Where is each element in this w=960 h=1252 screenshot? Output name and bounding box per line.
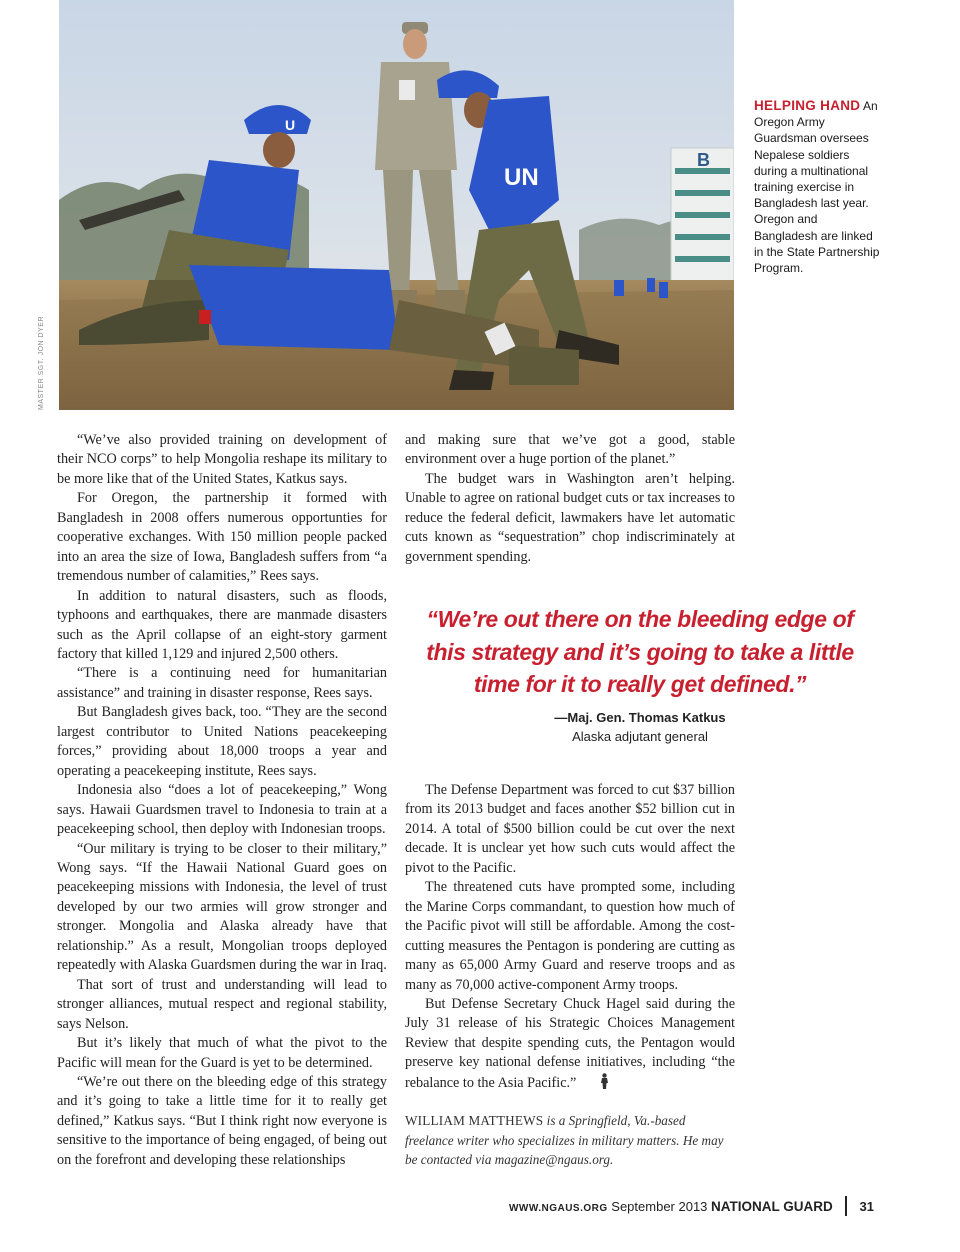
paragraph: But Bangladesh gives back, too. “They are the second largest contributor to United Nations peacekeeping forces,” providing about 18,000 troops a year and operating a peacekeeping institute, Rees says. (57, 704, 387, 779)
paragraph: The budget wars in Washington aren’t helping. Unable to agree on rational budget cuts or tax increases to reduce the federal deficit, lawmakers have let automatic cuts known as “sequestration” chop indiscriminately at government spending. (405, 470, 735, 565)
quote-author-title: Alaska adjutant general (572, 729, 708, 744)
end-mark-icon (580, 1073, 609, 1095)
page-number: 31 (859, 1199, 874, 1214)
footer-date: September 2013 (611, 1199, 708, 1214)
paragraph: That sort of trust and understanding will lead to stronger alliances, mutual respect and regional stability, says Nelson. (57, 976, 387, 1032)
paragraph: “Our military is trying to be closer to their military,” Wong says. “If the Hawaii National Guard goes on peacekeeping missions with Indonesia, the level of trust developed by our two armies will grow stronger and stronger. Mongolia and Alaska already have that relationship.” As a result, Mongolian troops deployed repeatedly with Alaska Guardsmen during the war in Iraq. (57, 840, 387, 974)
body-column-right-top (405, 431, 735, 567)
author-bio (405, 1111, 735, 1170)
pull-quote: “We’re out there on the bleeding edge of this strategy and it’s going to take a little time for it to really get defined.” (426, 606, 854, 697)
paragraph (405, 995, 735, 1095)
paragraph: The threatened cuts have prompted some, including the Marine Corps commandant, to question how much of the Pacific pivot will still be affordable. Among the cost-cutting measures the Pentagon is pondering are cutting as many as 65,000 Army Guard and reserve troops and as many as 70,000 active-component Army troops. (405, 879, 735, 993)
paragraph: “There is a continuing need for humanitarian assistance” and training in disaster response, Rees says. (57, 665, 387, 701)
pull-quote-attribution (405, 708, 875, 746)
paragraph: and making sure that we’ve got a good, stable environment over a huge portion of the planet.” (405, 432, 735, 468)
author-name: WILLIAM MATTHEWS (405, 1113, 544, 1128)
body-column-left (57, 431, 387, 1170)
article-photo (59, 0, 734, 410)
photo-caption (754, 98, 884, 276)
body-column-right-bottom (405, 781, 735, 1095)
paragraph: “We’re out there on the bleeding edge of this strategy and it’s going to take a little time for it to really get defined,” Katkus says. “But I think right now everyone is sensitive to the importance of being engaged, of being out on the forefront and developing these relationships (57, 1073, 387, 1168)
helmet-marking: U (285, 117, 296, 133)
caption-text: An Oregon Army Guardsman oversees Nepalese soldiers during a multinational training exercise in Bangladesh last year. Oregon and Bangladesh are linked in the State Partnership Program. (754, 99, 880, 276)
footer-divider (845, 1196, 847, 1216)
author-bio-text: is a Springfield, Va.-based freelance writer who specializes in military matters. He may be contacted via magazine@ngaus.org. (405, 1113, 724, 1167)
paragraph: Indonesia also “does a lot of peacekeeping,” Wong says. Hawaii Guardsmen travel to Indonesia to train at a peacekeeping school, then deploy with Indonesian troops. (57, 782, 387, 838)
paragraph: For Oregon, the partnership it formed with Bangladesh in 2008 offers numerous opportunties for cooperative exchanges. With 150 million people packed into an area the size of Iowa, Bangladesh suffers from “a tremendous number of calamities,” Rees says. (57, 490, 387, 585)
page-footer (0, 1196, 874, 1216)
paragraph: The Defense Department was forced to cut $37 billion from its 2013 budget and faces another $52 billion cut in 2014. A total of $500 billion could be cut over the next decade. It is unclear yet how such cuts would affect the pivot to the Pacific. (405, 782, 735, 876)
building-sign: B (697, 150, 710, 170)
paragraph: But it’s likely that much of what the pivot to the Pacific will mean for the Guard is yet to be determined. (57, 1035, 387, 1071)
quote-author: —Maj. Gen. Thomas Katkus (554, 710, 726, 725)
paragraph-text: But Defense Secretary Chuck Hagel said during the July 31 release of his Strategic Choices Management Review that despite spending cuts, the Pentagon would preserve key national defense initiatives, including “the rebalance to the Asia Pacific.” (405, 995, 735, 1091)
vest-marking: UN (504, 164, 539, 191)
magazine-name: NATIONAL GUARD (711, 1199, 833, 1214)
training-exercise-photo (59, 0, 734, 410)
paragraph: “We’ve also provided training on development of their NCO corps” to help Mongolia reshape its military to be more like that of the United States, Katkus says. (57, 432, 387, 487)
caption-kicker: HELPING HAND (754, 98, 861, 113)
paragraph: In addition to natural disasters, such as floods, typhoons and earthquakes, there are manmade disasters such as the April collapse of an eight-story garment factory that killed 1,129 and injured 2,500 others. (57, 587, 387, 662)
footer-url: WWW.NGAUS.ORG (508, 1203, 608, 1214)
photo-credit: MASTER SGT. JON DYER (38, 315, 45, 410)
